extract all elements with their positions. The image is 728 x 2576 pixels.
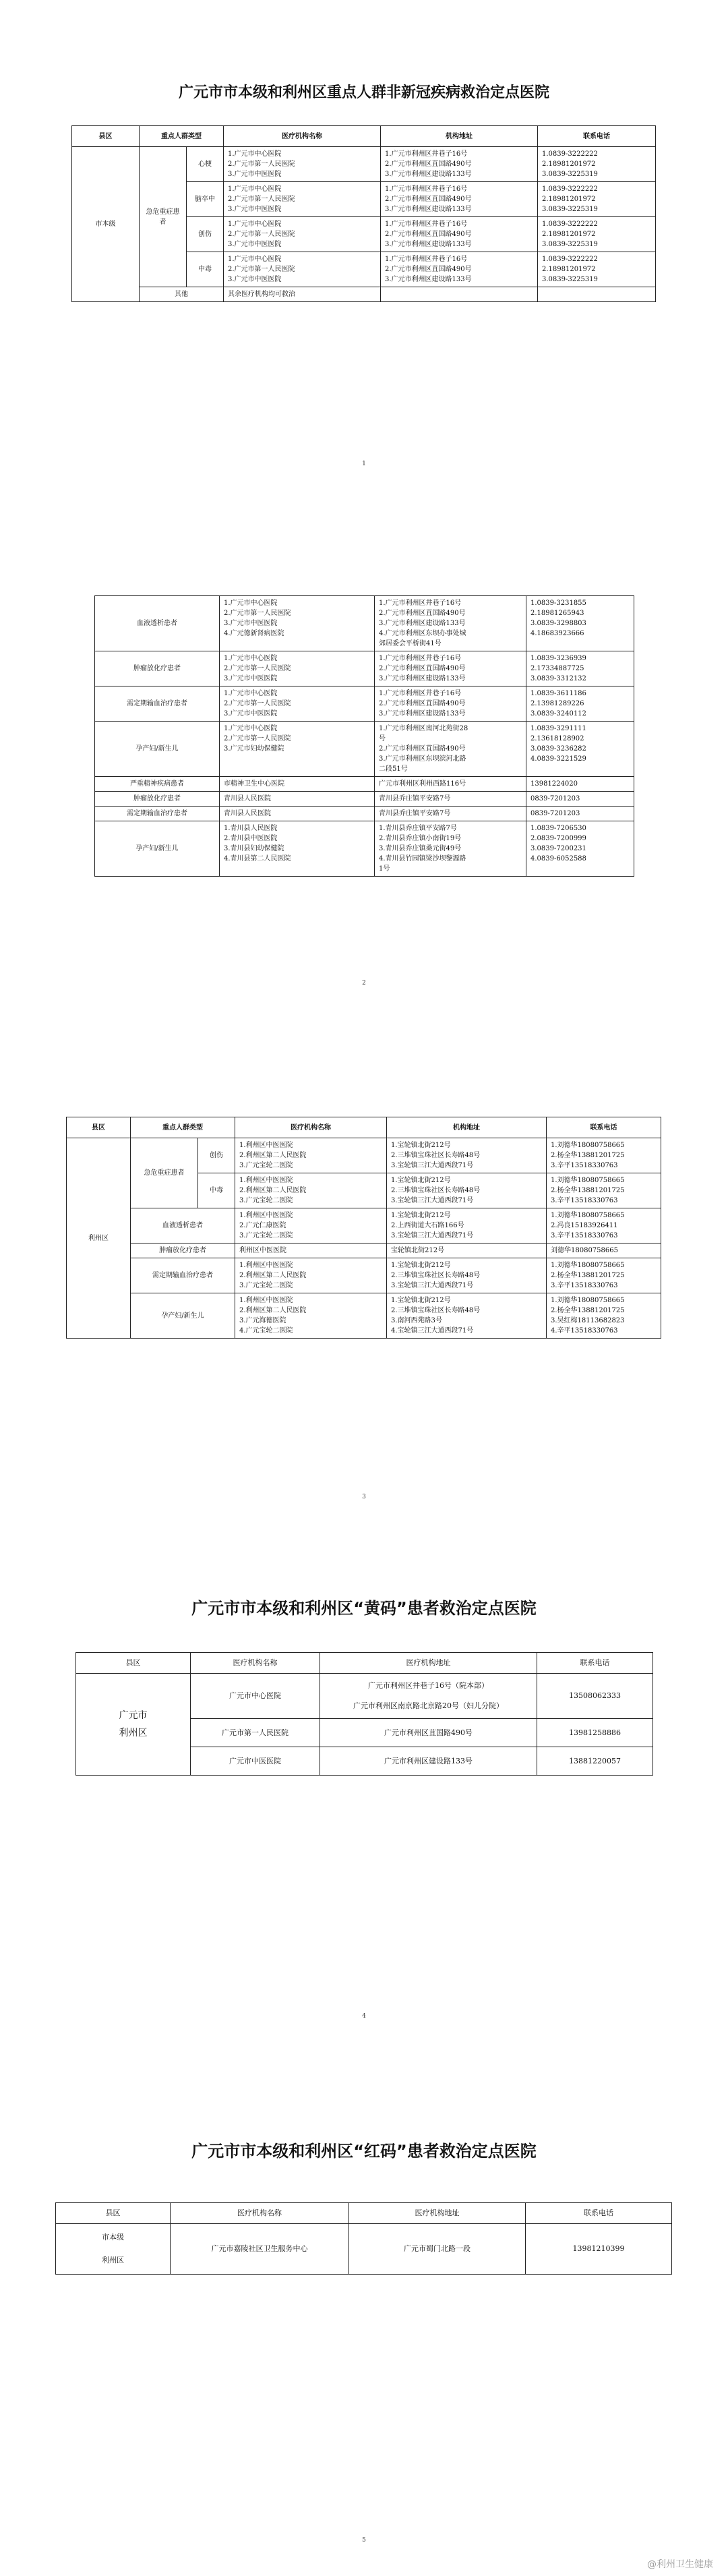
names-cell: 1.广元市中心医院 2.广元市第一人民医院 3.广元市妇幼保健院	[220, 722, 375, 777]
group-cell: 孕产妇/新生儿	[95, 722, 220, 777]
address-cell: 广元市蜀门北路一段	[349, 2224, 526, 2275]
names-cell: 青川县人民医院	[220, 792, 375, 807]
names-cell: 青川县人民医院	[220, 807, 375, 821]
header-county: 县区	[72, 126, 140, 147]
address-cell: 1.广元市利州区井巷子16号 2.广元市利州区苴国路490号 3.广元市利州区建设路133号 4.广元市利州区东坝办事处城 郊居委会平桥街41号	[375, 596, 526, 651]
phone-cell: 1.0839-3236939 2.17334887725 3.0839-3312132	[526, 651, 634, 686]
table-row	[95, 792, 634, 807]
group-cell: 孕产妇/新生儿	[131, 1293, 235, 1339]
table-header-row	[56, 2203, 672, 2224]
address-cell: 1.宝轮镇北街212号 2.三堆镇宝珠社区长寿路48号 3.宝轮镇三江大道西段71号	[387, 1138, 547, 1173]
table-row	[72, 147, 656, 182]
names-cell: 广元市中心医院	[191, 1674, 320, 1719]
group-cell: 急危重症患者	[131, 1138, 198, 1208]
header-address: 医疗机构地址	[320, 1653, 537, 1674]
address-cell: 广元市利州区苴国路490号	[320, 1719, 537, 1747]
sub-group-cell: 脑卒中	[187, 182, 224, 217]
phone-cell: 0839-7201203	[526, 807, 634, 821]
names-cell: 1.利州区中医医院 2.广元仁康医院 3.广元宝轮二医院	[235, 1208, 387, 1243]
table-row	[67, 1138, 661, 1173]
table-header-row	[72, 126, 656, 147]
phone-cell: 1.刘德华18080758665 2.杨全华13881201725 3.辛平13518330763	[547, 1138, 661, 1173]
header-phone: 联系电话	[526, 2203, 672, 2224]
group-cell: 需定期输血治疗患者	[95, 686, 220, 722]
county-cell: 市本级 利州区	[56, 2224, 171, 2275]
phone-cell	[538, 287, 656, 302]
phone-cell: 1.刘德华18080758665 2.杨全华13881201725 3.辛平13518330763	[547, 1173, 661, 1208]
phone-cell: 1.0839-3231855 2.18981265943 3.0839-3298803 4.18683923666	[526, 596, 634, 651]
phone-cell: 1.0839-3291111 2.13618128902 3.0839-3236282 4.0839-3221529	[526, 722, 634, 777]
header-county: 县区	[76, 1653, 191, 1674]
names-cell: 1.广元市中心医院 2.广元市第一人民医院 3.广元市中医医院	[220, 686, 375, 722]
sub-group-cell: 创伤	[198, 1138, 235, 1173]
header-group: 重点人群类型	[131, 1117, 235, 1138]
page-number: 2	[362, 980, 366, 987]
page2-table	[94, 595, 634, 877]
page5-title: 广元市市本级和利州区“红码”患者救治定点医院	[191, 2142, 537, 2161]
address-cell: 广元市利州区建设路133号	[320, 1747, 537, 1776]
header-name: 医疗机构名称	[171, 2203, 349, 2224]
table-row	[95, 807, 634, 821]
phone-cell: 1.0839-3222222 2.18981201972 3.0839-3225319	[538, 252, 656, 287]
header-group: 重点人群类型	[140, 126, 224, 147]
phone-cell: 13508062333	[537, 1674, 653, 1719]
county-cell: 广元市 利州区	[76, 1674, 191, 1776]
address-cell: 1.广元市利州区南河北苑街28 号 2.广元市利州区苴国路490号 3.广元市利州区东坝滨河北路 二段51号	[375, 722, 526, 777]
phone-cell: 13981210399	[526, 2224, 672, 2275]
page3-table	[66, 1117, 661, 1339]
group-cell: 孕产妇/新生儿	[95, 821, 220, 877]
address-cell: 宝轮镇北街212号	[387, 1243, 547, 1258]
address-cell: 1.广元市利州区井巷子16号 2.广元市利州区苴国路490号 3.广元市利州区建设路133号	[375, 686, 526, 722]
table-row	[95, 821, 634, 877]
header-county: 县区	[67, 1117, 131, 1138]
names-cell: 1.广元市中心医院 2.广元市第一人民医院 3.广元市中医医院	[224, 182, 381, 217]
group-cell: 需定期输血治疗患者	[95, 807, 220, 821]
phone-cell: 1.0839-3611186 2.13981289226 3.0839-3240112	[526, 686, 634, 722]
phone-cell: 1.0839-3222222 2.18981201972 3.0839-3225319	[538, 147, 656, 182]
names-cell: 1.利州区中医医院 2.利州区第二人民医院 3.广元宝轮二医院	[235, 1173, 387, 1208]
address-cell: 1.广元市利州区井巷子16号 2.广元市利州区苴国路490号 3.广元市利州区建设路133号	[381, 182, 538, 217]
address-cell: 1.青川县乔庄镇平安路7号 2.青川县乔庄镇小南街19号 3.青川县乔庄镇桑元街49号 4.青川县竹园镇梁沙坝黎源路 1号	[375, 821, 526, 877]
sub-group-cell: 中毒	[198, 1173, 235, 1208]
address-cell: 1.宝轮镇北街212号 2.三堆镇宝珠社区长寿路48号 3.宝轮镇三江大道西段71号	[387, 1258, 547, 1293]
phone-cell: 1.刘德华18080758665 2.杨全华13881201725 3.吴红梅18113682823 4.辛平13518330763	[547, 1293, 661, 1339]
phone-cell: 13981258886	[537, 1719, 653, 1747]
table-row	[95, 651, 634, 686]
header-name: 医疗机构名称	[235, 1117, 387, 1138]
page1-table	[71, 125, 656, 302]
table-header-row	[76, 1653, 653, 1674]
names-cell: 1.广元市中心医院 2.广元市第一人民医院 3.广元市中医医院	[224, 217, 381, 252]
header-address: 医疗机构地址	[349, 2203, 526, 2224]
address-cell: 1.宝轮镇北街212号 2.三堆镇宝珠社区长寿路48号 3.宝轮镇三江大道西段71号	[387, 1173, 547, 1208]
table-row	[95, 686, 634, 722]
group-cell: 肿瘤放化疗患者	[95, 792, 220, 807]
header-phone: 联系电话	[537, 1653, 653, 1674]
page4-title: 广元市市本级和利州区“黄码”患者救治定点医院	[191, 1599, 537, 1618]
names-cell: 1.广元市中心医院 2.广元市第一人民医院 3.广元市中医医院	[224, 147, 381, 182]
phone-cell: 1.0839-3222222 2.18981201972 3.0839-3225319	[538, 217, 656, 252]
phone-cell: 1.0839-7206530 2.0839-7200999 3.0839-7200231 4.0839-6052588	[526, 821, 634, 877]
names-cell: 1.利州区中医医院 2.利州区第二人民医院 3.广元海德医院 4.广元宝轮二医院	[235, 1293, 387, 1339]
page4-table	[75, 1652, 653, 1776]
names-cell: 1.青川县人民医院 2.青川县中医医院 3.青川县妇幼保健院 4.青川县第二人民医院	[220, 821, 375, 877]
sub-group-cell: 心梗	[187, 147, 224, 182]
names-cell: 广元市中医医院	[191, 1747, 320, 1776]
page1-title: 广元市市本级和利州区重点人群非新冠疾病救治定点医院	[178, 84, 549, 101]
table-row	[67, 1208, 661, 1243]
table-row	[95, 596, 634, 651]
table-row	[95, 722, 634, 777]
address-cell: 1.宝轮镇北街212号 2.上西街道大石路166号 3.宝轮镇三江大道西段71号	[387, 1208, 547, 1243]
names-cell: 利州区中医医院	[235, 1243, 387, 1258]
county-cell: 市本级	[72, 147, 140, 302]
group-cell: 需定期输血治疗患者	[131, 1258, 235, 1293]
phone-cell: 1.0839-3222222 2.18981201972 3.0839-3225319	[538, 182, 656, 217]
phone-cell: 1.刘德华18080758665 2.杨全华13881201725 3.辛平13518330763	[547, 1258, 661, 1293]
address-cell: 1.广元市利州区井巷子16号 2.广元市利州区苴国路490号 3.广元市利州区建设路133号	[381, 217, 538, 252]
table-row	[67, 1293, 661, 1339]
address-cell: 青川县乔庄镇平安路7号	[375, 807, 526, 821]
table-row	[95, 777, 634, 792]
page5-table	[55, 2202, 672, 2275]
header-phone: 联系电话	[547, 1117, 661, 1138]
address-cell: 1.广元市利州区井巷子16号 2.广元市利州区苴国路490号 3.广元市利州区建设路133号	[375, 651, 526, 686]
names-cell: 1.广元市中心医院 2.广元市第一人民医院 3.广元市中医医院 4.广元德新肾病医院	[220, 596, 375, 651]
sub-group-cell: 中毒	[187, 252, 224, 287]
phone-cell: 刘德华18080758665	[547, 1243, 661, 1258]
phone-cell: 13881220057	[537, 1747, 653, 1776]
group-cell: 肿瘤放化疗患者	[131, 1243, 235, 1258]
table-row	[72, 287, 656, 302]
table-row	[67, 1258, 661, 1293]
names-cell: 市精神卫生中心医院	[220, 777, 375, 792]
address-cell: 广元市利州区井巷子16号（院本部） 广元市利州区南京路北京路20号（妇儿分院）	[320, 1674, 537, 1719]
names-cell: 1.利州区中医医院 2.利州区第二人民医院 3.广元宝轮二医院	[235, 1258, 387, 1293]
group-cell: 血液透析患者	[131, 1208, 235, 1243]
sub-group-cell: 创伤	[187, 217, 224, 252]
phone-cell: 13981224020	[526, 777, 634, 792]
table-row	[67, 1243, 661, 1258]
header-address: 机构地址	[387, 1117, 547, 1138]
address-cell	[381, 287, 538, 302]
watermark: @利州卫生健康	[647, 2559, 713, 2570]
group-cell: 严重精神疾病患者	[95, 777, 220, 792]
table-row	[76, 1674, 653, 1719]
table-header-row	[67, 1117, 661, 1138]
page-number: 5	[362, 2537, 366, 2544]
page-number: 3	[362, 1494, 366, 1500]
header-phone: 联系电话	[538, 126, 656, 147]
address-cell: 青川县乔庄镇平安路7号	[375, 792, 526, 807]
header-name: 医疗机构名称	[191, 1653, 320, 1674]
header-county: 县区	[56, 2203, 171, 2224]
sub-group-cell: 其他	[140, 287, 224, 302]
group-cell: 血液透析患者	[95, 596, 220, 651]
names-cell: 1.利州区中医医院 2.利州区第二人民医院 3.广元宝轮二医院	[235, 1138, 387, 1173]
address-cell: 1.广元市利州区井巷子16号 2.广元市利州区苴国路490号 3.广元市利州区建设路133号	[381, 252, 538, 287]
page-number: 1	[362, 461, 366, 467]
page-number: 4	[362, 2013, 366, 2020]
names-cell: 广元市嘉陵社区卫生服务中心	[171, 2224, 349, 2275]
names-cell: 其余医疗机构均可救治	[224, 287, 381, 302]
names-cell: 1.广元市中心医院 2.广元市第一人民医院 3.广元市中医医院	[224, 252, 381, 287]
group-cell: 肿瘤放化疗患者	[95, 651, 220, 686]
phone-cell: 0839-7201203	[526, 792, 634, 807]
names-cell: 广元市第一人民医院	[191, 1719, 320, 1747]
address-cell: 1.宝轮镇北街212号 2.三堆镇宝珠社区长寿路48号 3.南河西苑路3号 4.宝轮镇三江大道西段71号	[387, 1293, 547, 1339]
address-cell: 广元市利州区利州西路116号	[375, 777, 526, 792]
header-name: 医疗机构名称	[224, 126, 381, 147]
table-row	[56, 2224, 672, 2275]
phone-cell: 1.刘德华18080758665 2.冯良15183926411 3.辛平13518330763	[547, 1208, 661, 1243]
county-cell: 利州区	[67, 1138, 131, 1339]
group-cell: 急危重症患者	[140, 147, 187, 287]
header-address: 机构地址	[381, 126, 538, 147]
address-cell: 1.广元市利州区井巷子16号 2.广元市利州区苴国路490号 3.广元市利州区建设路133号	[381, 147, 538, 182]
names-cell: 1.广元市中心医院 2.广元市第一人民医院 3.广元市中医医院	[220, 651, 375, 686]
